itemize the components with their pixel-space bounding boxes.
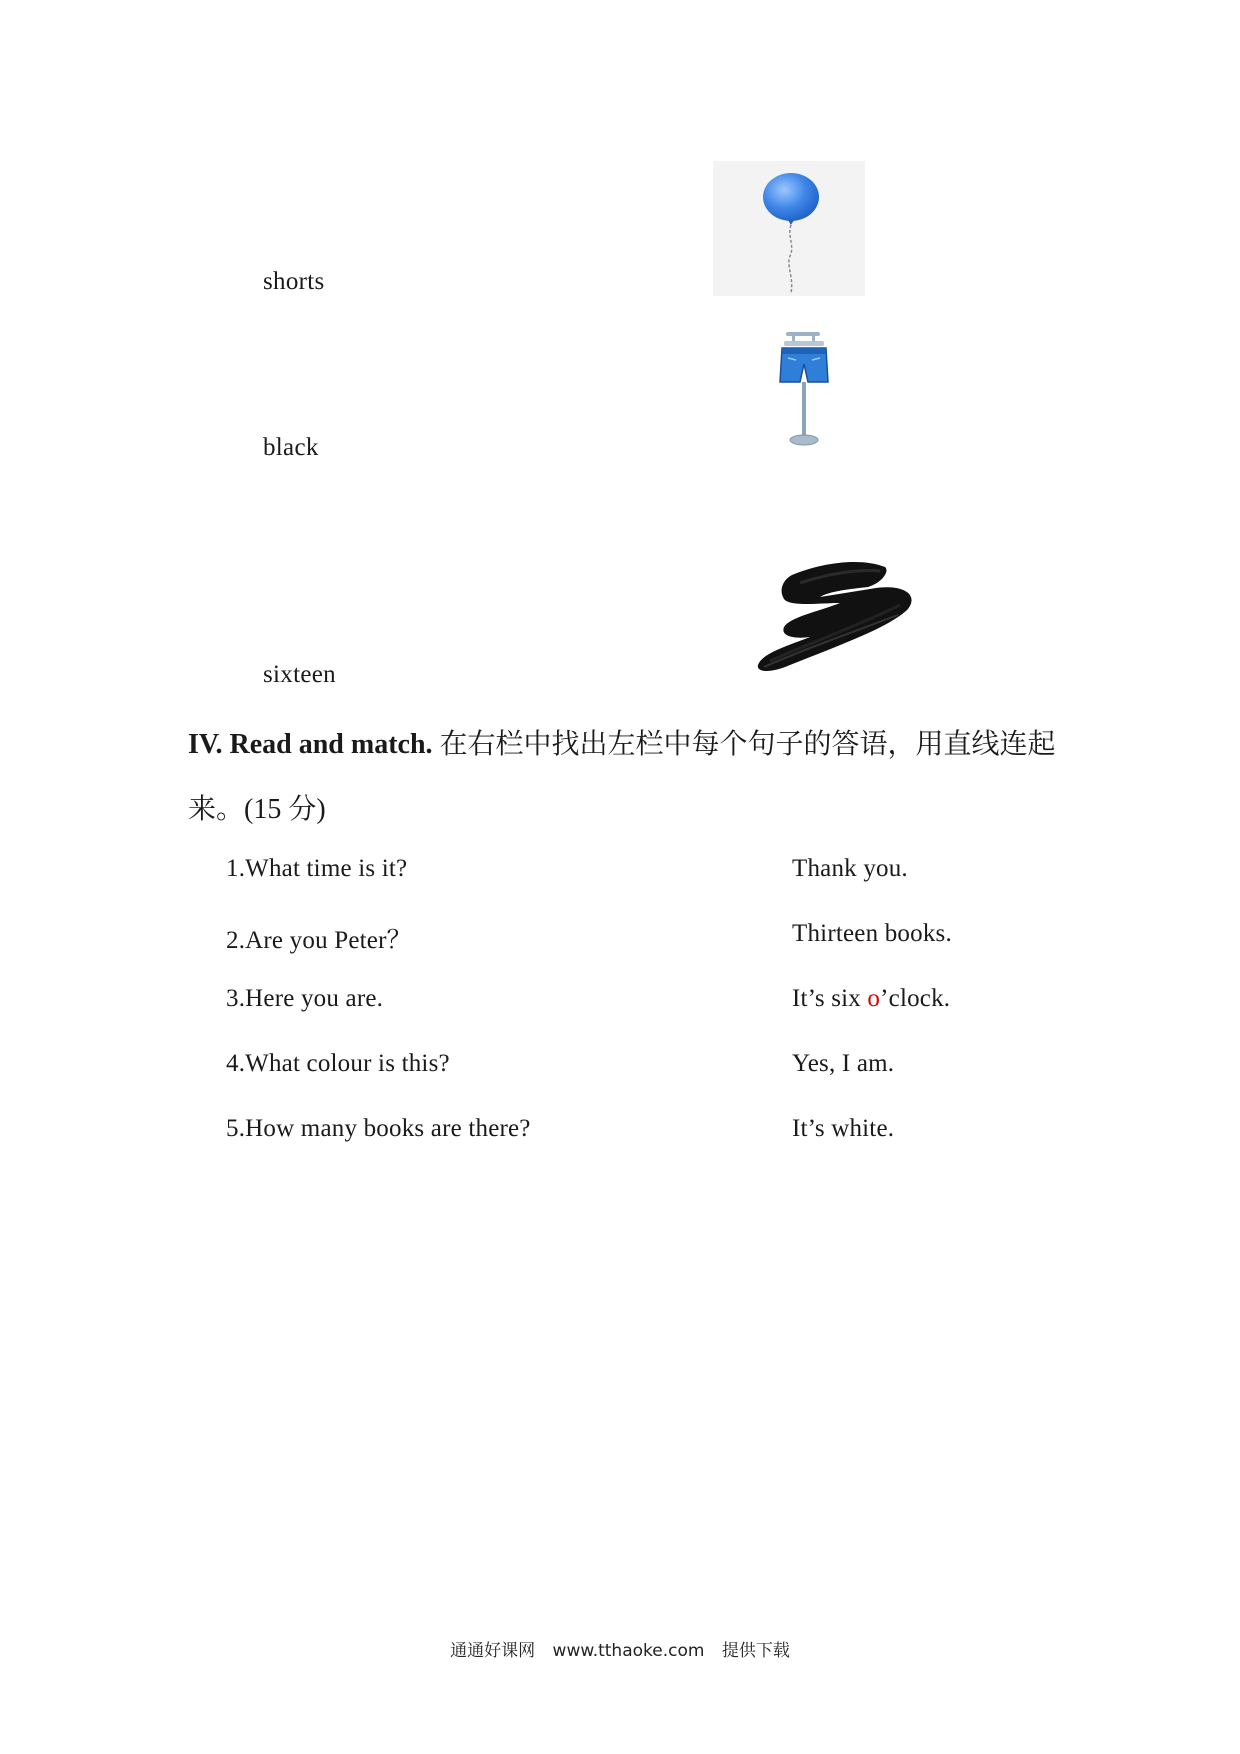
black-scribble-picture — [750, 553, 920, 683]
answer-4: Yes, I am. — [792, 1050, 895, 1077]
vocab-word-black: black — [263, 434, 319, 461]
answer-3-highlight: o — [867, 985, 881, 1012]
question-4: 4.What colour is this? — [226, 1050, 450, 1077]
page-footer — [0, 1636, 1240, 1661]
question-5: 5.How many books are there? — [226, 1115, 531, 1142]
answer-3 — [792, 985, 950, 1013]
question-1: 1.What time is it? — [226, 855, 408, 882]
section-title: IV. Read and match. — [188, 729, 433, 760]
question-2: 2.Are you Peter？ — [226, 927, 412, 954]
vocab-word-sixteen: sixteen — [263, 661, 336, 688]
vocab-word-shorts: shorts — [263, 268, 325, 295]
shorts-on-stand-icon — [768, 330, 840, 450]
answer-5: It’s white. — [792, 1115, 895, 1142]
section-instruction: 在右栏中找出左栏中每个句子的答语，用直线连起来。(15 分) — [188, 729, 1056, 825]
shorts-picture — [768, 330, 840, 450]
footer-suffix: 提供下载 — [721, 1641, 790, 1661]
black-paint-stroke-icon — [750, 553, 920, 683]
footer-url[interactable]: www.tthaoke.com — [552, 1641, 705, 1661]
question-3: 3.Here you are. — [226, 985, 384, 1012]
section-heading — [188, 712, 1068, 842]
balloon-icon — [713, 161, 865, 296]
answer-3-before: It’s six — [792, 985, 868, 1012]
answer-3-after: ’clock. — [880, 985, 951, 1012]
balloon-picture — [713, 161, 865, 296]
answer-1: Thank you. — [792, 855, 908, 882]
footer-site-name: 通通好课网 — [450, 1641, 536, 1661]
answer-2: Thirteen books. — [792, 920, 952, 947]
